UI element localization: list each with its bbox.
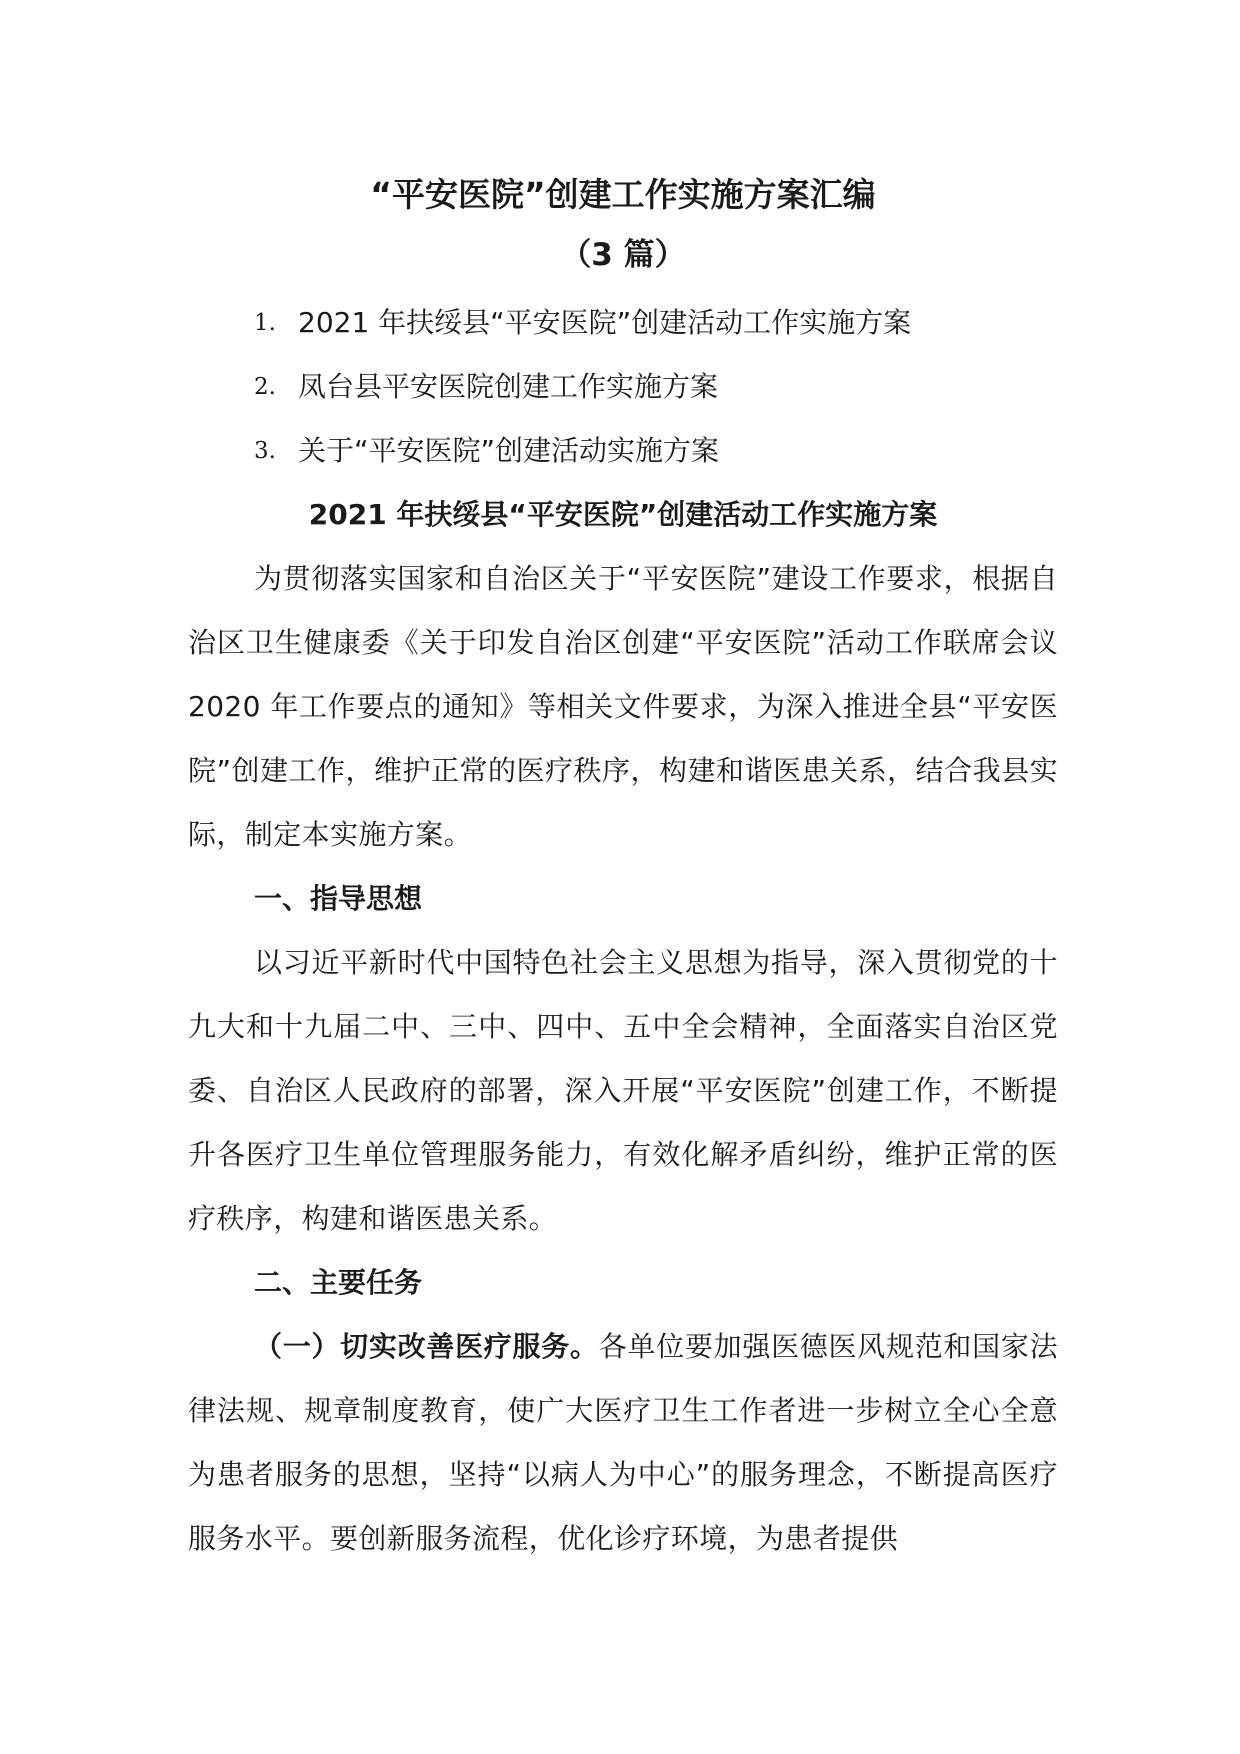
intro-paragraph: 为贯彻落实国家和自治区关于“平安医院”建设工作要求，根据自治区卫生健康委《关于印发自治区创建“平安医院”活动工作联席会议 2020 年工作要点的通知》等相关文件要求，为深入推进全县“平安医院”创建工作，维护正常的医疗秩序，构建和谐医患关系，结合我县实际，制定本实施方案。 [188, 562, 1058, 851]
toc-item-text: 2021 年扶绥县“平安医院”创建活动工作实施方案 [298, 306, 912, 339]
heading-guiding-ideology: 一、指导思想 [254, 882, 423, 915]
section-title: 2021 年扶绥县“平安医院”创建活动工作实施方案 [308, 498, 938, 531]
toc-item-number: 1. [254, 310, 276, 336]
toc-item [188, 355, 1058, 419]
document-body [188, 165, 1058, 1571]
toc-item-text: 关于“平安医院”创建活动实施方案 [298, 434, 720, 467]
toc-item [188, 291, 1058, 355]
toc-item-text: 凤台县平安医院创建工作实施方案 [298, 370, 719, 403]
task-1-paragraph [188, 1315, 1058, 1571]
guiding-ideology-paragraph: 以习近平新时代中国特色社会主义思想为指导，深入贯彻党的十九大和十九届二中、三中、四中、五中全会精神，全面落实自治区党委、自治区人民政府的部署，深入开展“平安医院”创建工作，不断提升各医疗卫生单位管理服务能力，有效化解矛盾纠纷，维护正常的医疗秩序，构建和谐医患关系。 [188, 946, 1058, 1235]
toc-item-number: 2. [254, 374, 276, 400]
table-of-contents [188, 291, 1058, 483]
heading-main-tasks: 二、主要任务 [254, 1266, 423, 1299]
task-1-lead: （一）切实改善医疗服务。 [254, 1330, 599, 1363]
toc-item-number: 3. [254, 438, 276, 464]
document-title: “平安医院”创建工作实施方案汇编 [370, 175, 876, 214]
document-subtitle: （3 篇） [560, 237, 686, 273]
toc-item [188, 419, 1058, 483]
task-1-body: 各单位要加强医德医风规范和国家法律法规、规章制度教育，使广大医疗卫生工作者进一步树立全心全意为患者服务的思想，坚持“以病人为中心”的服务理念，不断提高医疗服务水平。要创新服务流程，优化诊疗环境，为患者提供 [188, 1330, 1058, 1555]
